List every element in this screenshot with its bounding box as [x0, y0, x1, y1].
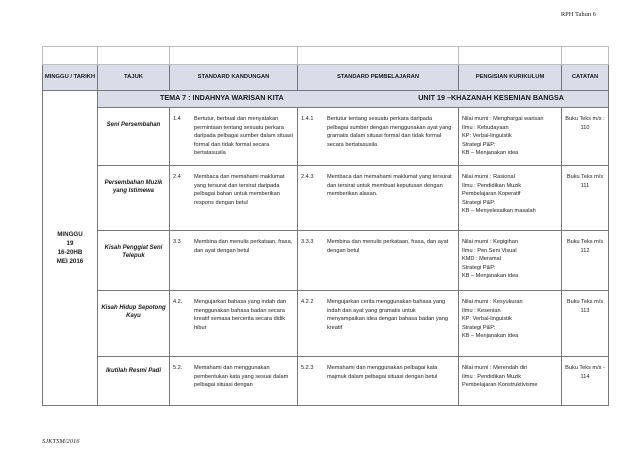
- week-number: 19: [66, 240, 74, 247]
- sp-number: 5.2.3: [301, 365, 314, 371]
- table-row: [43, 357, 609, 406]
- week-label: MINGGU: [57, 231, 83, 238]
- sk-number: 3.3: [173, 239, 181, 245]
- lesson-plan-table: [42, 46, 609, 406]
- sp-number: 1.4.1: [301, 116, 314, 122]
- row-tajuk: Seni Persembahan: [98, 108, 170, 166]
- sp-text: Membina dan menulis perkataan, frasa, dan ayat dengan betul: [327, 239, 449, 254]
- page-footer: SJKTSM/2016: [42, 438, 80, 445]
- sk-text: Bertutur, berbual dan menyatakan permintaan tentang sesuatu perkara daripada pelbagai sumber dalam situasi formal dan tidak formal secara bertatasusila: [194, 116, 293, 157]
- week-date: 16-20HB: [57, 249, 83, 256]
- theme-title: TEMA 7 : INDAHNYA WARISAN KITA: [160, 93, 284, 102]
- catatan-cell: Buku Teks m/s : 110: [562, 108, 609, 166]
- col-minggu: MINGGU / TARIKH: [43, 65, 98, 91]
- table-row: [43, 108, 609, 166]
- sp-number: 3.3.3: [301, 239, 314, 245]
- row-tajuk: Kisah Penggiat Seni Telepuk: [98, 231, 170, 291]
- table-row: [43, 166, 609, 231]
- sk-text: Membina dan menulis perkataan, frasa, dan ayat dengan betul: [194, 239, 293, 254]
- sp-text: Mengujarkan cerita menggunakan bahasa yang indah dan ayat yang gramatis untuk menyampaikan idea dengan bahasa badan yang kreatif: [327, 299, 448, 331]
- sk-number: 2.4: [173, 174, 181, 180]
- col-standard-kandungan: STANDARD KANDUNGAN: [170, 65, 298, 91]
- catatan-cell: Buku Teks m/s 111: [562, 166, 609, 231]
- pk-cell: Nilai murni : Kegigihan Ilmu : Pen.Seni Visual KMD : Meramal Strategi P&P: KB – Menjanakan idea: [459, 231, 562, 291]
- row-tajuk: Ikutilah Resmi Padi: [98, 357, 170, 406]
- blank-row: [43, 47, 609, 65]
- col-standard-pembelajaran: STANDARD PEMBELAJARAN: [298, 65, 459, 91]
- row-tajuk: Kisah Hidup Sepotong Kayu: [98, 291, 170, 357]
- sk-text: Membaca dan memahami maklumat yang tersurat dan tersirat daripada pelbagai bahan untuk memberikan respons dengan betul: [194, 174, 285, 206]
- table-row: [43, 291, 609, 357]
- week-cell: [43, 91, 98, 406]
- sp-number: 4.2.2: [301, 299, 314, 305]
- column-header-row: [43, 65, 609, 91]
- sk-text: Memahami dan menggunakan pembentukan kata yang sesuai dalam pelbagai situasi dengan: [194, 365, 289, 389]
- col-catatan: CATATAN: [562, 65, 609, 91]
- theme-row: [43, 91, 609, 108]
- theme-cell: [98, 91, 609, 108]
- sk-number: 5.2.: [173, 365, 183, 371]
- catatan-cell: Buku Teks m/s 113: [562, 291, 609, 357]
- week-month: MEI 2016: [56, 258, 84, 265]
- sk-text: Mengujarkan bahasa yang indah dan menggunakan bahasa badan secara kreatif semasa bercerita secara didik hibur: [194, 299, 287, 331]
- sp-number: 2.4.3: [301, 174, 314, 180]
- pk-cell: Nilai murni : Merendah diri Ilmu : Pendidikan Muzik Pembelajaran Konstruktivisme: [459, 357, 562, 406]
- col-pengisian-kurikulum: PENGISIAN KURIKULUM: [459, 65, 562, 91]
- unit-title: UNIT 19 –KHAZANAH KESENIAN BANGSA: [418, 93, 564, 102]
- sp-text: Memahami dan menggunakan pelbagai kata majmuk dalam pelbagai situasi dengan betul: [327, 365, 438, 380]
- table-row: [43, 231, 609, 291]
- sk-number: 1.4: [173, 116, 181, 122]
- pk-cell: Nilai murni : Rasional Ilmu : Pendidikan Muzik Pembelajaran Koperatif Strategi P&P: KB – Menyelesaikan masalah: [459, 166, 562, 231]
- page-header: RPH Tahun 6: [560, 11, 596, 18]
- sp-text: Bertutur tentang sesuatu perkara daripada pelbagai sumber dengan menggunakan ayat yang gramatis dalam situasi formal dan tidak formal secara bertatasusila: [327, 116, 452, 148]
- row-tajuk: Persembahan Muzik yang Istimewa: [98, 166, 170, 231]
- catatan-cell: Buku Teks m/s - 114: [562, 357, 609, 406]
- sk-number: 4.2.: [173, 299, 183, 305]
- pk-cell: Nilai murni : Kesyukuran Ilmu : Kesenian KP: Verbal-linguistik Strategi P&P: KB – Menjanakan idea: [459, 291, 562, 357]
- col-tajuk: TAJUK: [98, 65, 170, 91]
- catatan-cell: Buku Teks m/s 112: [562, 231, 609, 291]
- sp-text: Membaca dan memahami maklumat yang tersurat dan tersirat untuk membuat keputusan dengan memberikan alasan.: [327, 174, 452, 198]
- pk-cell: Nilai murni : Menghargai warisan Ilmu : Kebudayaan KP: Verbal-linguistik Strategi P&P: KB – Menjanakan idea: [459, 108, 562, 166]
